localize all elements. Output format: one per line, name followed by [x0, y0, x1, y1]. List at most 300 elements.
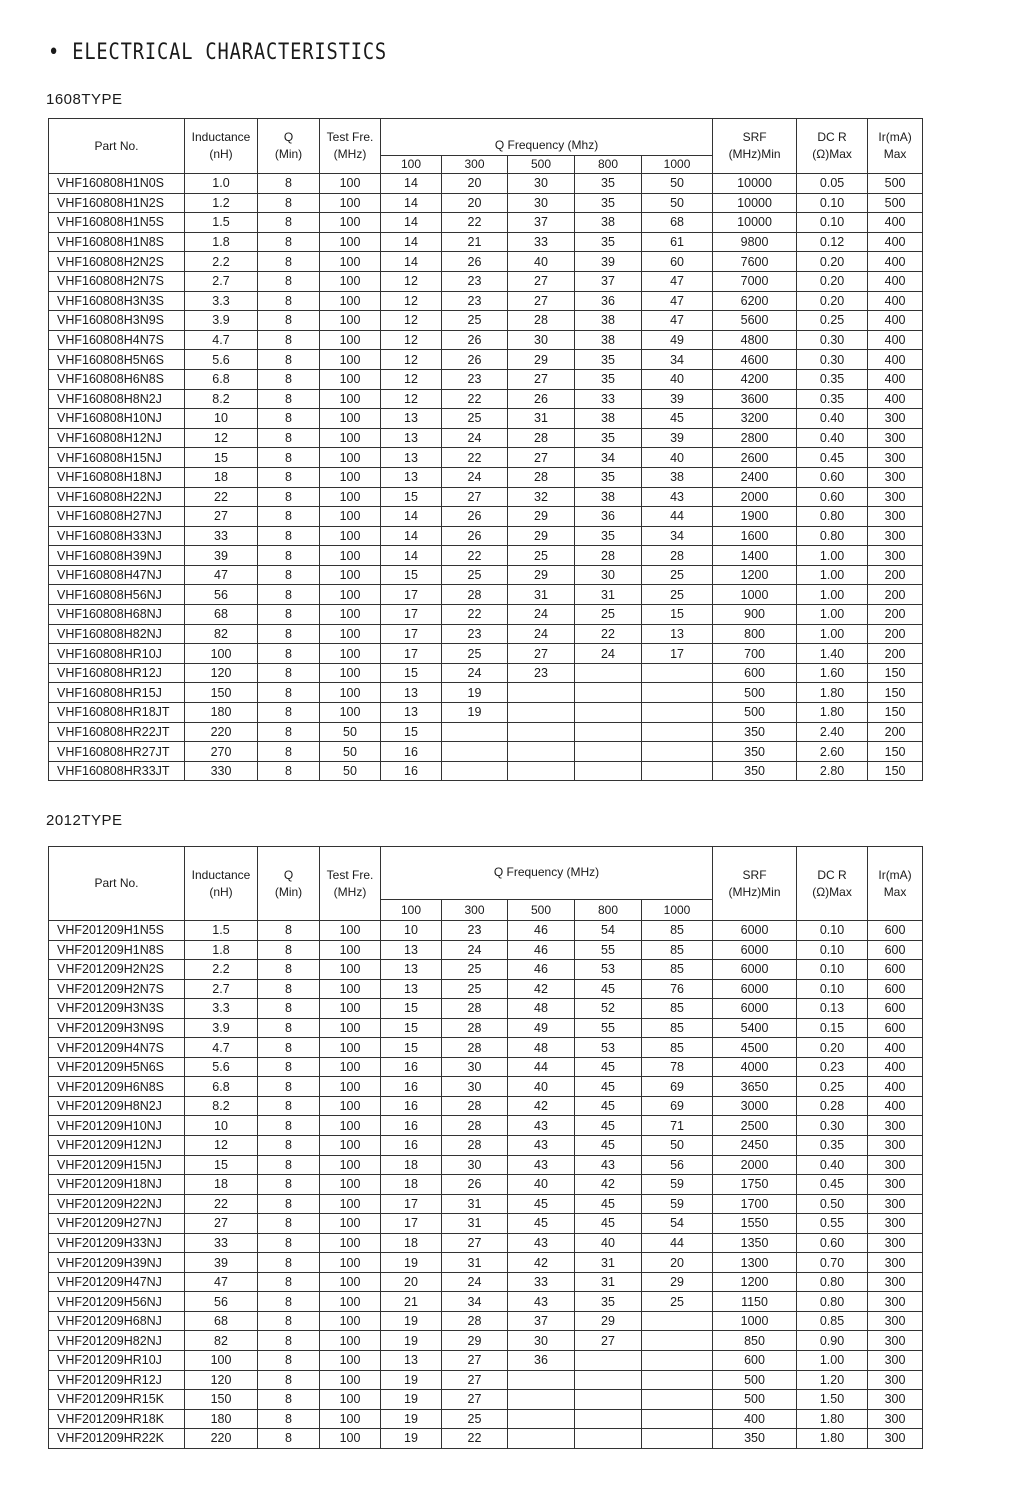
cell-test-fre: 100: [320, 960, 381, 980]
cell-q-100: 19: [381, 1253, 442, 1273]
cell-ir: 300: [868, 1390, 923, 1410]
cell-q-300: 28: [442, 1038, 508, 1058]
cell-part-no: VHF160808H27NJ: [49, 507, 185, 527]
cell-q-100: 12: [381, 311, 442, 331]
cell-q-1000: [642, 1429, 713, 1449]
cell-q-300: 30: [442, 1155, 508, 1175]
cell-q-800: 45: [575, 1214, 642, 1234]
cell-srf: 350: [713, 742, 797, 762]
cell-test-fre: 100: [320, 467, 381, 487]
cell-ir: 300: [868, 1311, 923, 1331]
cell-dcr: 1.80: [797, 703, 868, 723]
cell-test-fre: 100: [320, 999, 381, 1019]
cell-srf: 10000: [713, 193, 797, 213]
cell-dcr: 0.30: [797, 1116, 868, 1136]
cell-q-300: 28: [442, 1136, 508, 1156]
cell-q-800: 35: [575, 369, 642, 389]
cell-srf: 10000: [713, 174, 797, 194]
cell-inductance: 56: [185, 585, 258, 605]
cell-dcr: 0.10: [797, 960, 868, 980]
table-row: [49, 761, 923, 781]
cell-part-no: VHF160808HR10J: [49, 644, 185, 664]
cell-q-500: 43: [508, 1155, 575, 1175]
cell-q-300: 22: [442, 546, 508, 566]
cell-dcr: 0.28: [797, 1096, 868, 1116]
cell-ir: 400: [868, 350, 923, 370]
cell-q-800: 55: [575, 940, 642, 960]
ir-unit: Max: [883, 147, 907, 161]
cell-dcr: 0.45: [797, 448, 868, 468]
cell-q-800: 35: [575, 174, 642, 194]
cell-q-min: 8: [258, 979, 320, 999]
cell-part-no: VHF201209H27NJ: [49, 1214, 185, 1234]
srf-label: SRF: [742, 130, 767, 144]
cell-srf: 500: [713, 683, 797, 703]
test-fre-label: Test Fre.: [326, 867, 374, 882]
col-header-srf: [713, 119, 797, 174]
cell-q-min: 8: [258, 546, 320, 566]
col-header-inductance: [185, 847, 258, 921]
cell-q-800: [575, 1370, 642, 1390]
cell-ir: 300: [868, 448, 923, 468]
section-label-2012: 2012TYPE: [46, 812, 123, 829]
cell-inductance: 2.2: [185, 960, 258, 980]
cell-q-min: 8: [258, 1136, 320, 1156]
cell-q-800: 36: [575, 507, 642, 527]
dcr-unit: (Ω)Max: [812, 884, 852, 899]
table-row: [49, 252, 923, 272]
cell-ir: 600: [868, 999, 923, 1019]
cell-q-500: [508, 683, 575, 703]
cell-q-500: [508, 1409, 575, 1429]
table-row: [49, 703, 923, 723]
cell-part-no: VHF160808H1N2S: [49, 193, 185, 213]
cell-q-800: 38: [575, 311, 642, 331]
cell-part-no: VHF201209H3N3S: [49, 999, 185, 1019]
cell-q-min: 8: [258, 369, 320, 389]
cell-inductance: 56: [185, 1292, 258, 1312]
cell-test-fre: 100: [320, 1038, 381, 1058]
cell-part-no: VHF160808H2N7S: [49, 271, 185, 291]
cell-q-500: 28: [508, 467, 575, 487]
cell-q-300: 31: [442, 1214, 508, 1234]
cell-test-fre: 100: [320, 546, 381, 566]
cell-q-500: 30: [508, 1331, 575, 1351]
cell-srf: 350: [713, 722, 797, 742]
q-freq-col-1000: 1000: [642, 900, 713, 921]
cell-srf: 4000: [713, 1057, 797, 1077]
cell-q-1000: 47: [642, 311, 713, 331]
cell-q-300: 25: [442, 409, 508, 429]
cell-inductance: 39: [185, 546, 258, 566]
cell-dcr: 1.00: [797, 624, 868, 644]
cell-srf: 6000: [713, 940, 797, 960]
cell-q-min: 8: [258, 742, 320, 762]
cell-q-min: 8: [258, 1038, 320, 1058]
cell-q-800: 43: [575, 1155, 642, 1175]
table-row: [49, 1155, 923, 1175]
cell-q-500: [508, 722, 575, 742]
cell-q-500: 40: [508, 252, 575, 272]
cell-inductance: 82: [185, 624, 258, 644]
cell-srf: 2000: [713, 1155, 797, 1175]
cell-q-500: 45: [508, 1194, 575, 1214]
cell-test-fre: 100: [320, 428, 381, 448]
cell-dcr: 0.10: [797, 940, 868, 960]
cell-q-500: [508, 761, 575, 781]
ir-label: Ir(mA): [878, 130, 912, 144]
cell-q-1000: [642, 1370, 713, 1390]
cell-q-500: 37: [508, 1311, 575, 1331]
cell-dcr: 0.60: [797, 487, 868, 507]
cell-q-1000: 45: [642, 409, 713, 429]
table-row: [49, 1390, 923, 1410]
cell-inductance: 4.7: [185, 330, 258, 350]
cell-q-300: 30: [442, 1057, 508, 1077]
cell-q-800: 45: [575, 1077, 642, 1097]
cell-q-min: 8: [258, 232, 320, 252]
cell-q-800: 37: [575, 271, 642, 291]
cell-q-800: 35: [575, 467, 642, 487]
cell-q-100: 10: [381, 921, 442, 941]
cell-q-500: 29: [508, 565, 575, 585]
cell-test-fre: 100: [320, 703, 381, 723]
cell-ir: 400: [868, 311, 923, 331]
cell-srf: 600: [713, 663, 797, 683]
cell-dcr: 1.00: [797, 546, 868, 566]
cell-q-100: 13: [381, 448, 442, 468]
inductance-unit: (nH): [209, 147, 233, 161]
cell-inductance: 47: [185, 1272, 258, 1292]
cell-dcr: 0.90: [797, 1331, 868, 1351]
cell-test-fre: 100: [320, 1409, 381, 1429]
cell-inductance: 47: [185, 565, 258, 585]
cell-dcr: 0.13: [797, 999, 868, 1019]
cell-q-min: 8: [258, 428, 320, 448]
cell-q-1000: 85: [642, 999, 713, 1019]
table-row: [49, 389, 923, 409]
cell-dcr: 0.80: [797, 1272, 868, 1292]
cell-q-1000: 43: [642, 487, 713, 507]
cell-part-no: VHF201209H3N9S: [49, 1018, 185, 1038]
cell-ir: 300: [868, 467, 923, 487]
cell-q-500: 27: [508, 271, 575, 291]
cell-inductance: 150: [185, 1390, 258, 1410]
cell-ir: 300: [868, 409, 923, 429]
cell-test-fre: 100: [320, 389, 381, 409]
table-row: [49, 1272, 923, 1292]
cell-q-1000: 28: [642, 546, 713, 566]
cell-srf: 500: [713, 1370, 797, 1390]
cell-srf: 2000: [713, 487, 797, 507]
cell-q-min: 8: [258, 526, 320, 546]
cell-q-min: 8: [258, 703, 320, 723]
cell-q-500: 43: [508, 1116, 575, 1136]
cell-q-500: 27: [508, 448, 575, 468]
cell-test-fre: 100: [320, 291, 381, 311]
table-row: [49, 1175, 923, 1195]
cell-q-1000: [642, 761, 713, 781]
cell-inductance: 33: [185, 1233, 258, 1253]
cell-test-fre: 100: [320, 1214, 381, 1234]
cell-test-fre: 100: [320, 1311, 381, 1331]
cell-dcr: 0.12: [797, 232, 868, 252]
cell-q-800: 35: [575, 428, 642, 448]
cell-ir: 600: [868, 921, 923, 941]
cell-q-1000: 25: [642, 1292, 713, 1312]
cell-inductance: 3.9: [185, 1018, 258, 1038]
table-row: [49, 448, 923, 468]
cell-inductance: 68: [185, 1311, 258, 1331]
col-header-test-fre: [320, 119, 381, 174]
cell-dcr: 0.20: [797, 271, 868, 291]
cell-test-fre: 100: [320, 565, 381, 585]
cell-q-100: 18: [381, 1155, 442, 1175]
cell-q-300: 22: [442, 389, 508, 409]
cell-ir: 200: [868, 624, 923, 644]
cell-test-fre: 100: [320, 1018, 381, 1038]
cell-q-100: 16: [381, 761, 442, 781]
cell-q-min: 8: [258, 1077, 320, 1097]
cell-dcr: 0.20: [797, 1038, 868, 1058]
cell-ir: 200: [868, 722, 923, 742]
cell-q-800: 24: [575, 644, 642, 664]
cell-inductance: 15: [185, 1155, 258, 1175]
table-row: [49, 683, 923, 703]
cell-srf: 3650: [713, 1077, 797, 1097]
cell-srf: 3200: [713, 409, 797, 429]
cell-q-500: [508, 703, 575, 723]
cell-q-1000: 85: [642, 940, 713, 960]
cell-part-no: VHF160808H3N9S: [49, 311, 185, 331]
cell-q-1000: [642, 1409, 713, 1429]
cell-part-no: VHF201209HR12J: [49, 1370, 185, 1390]
cell-q-500: 29: [508, 350, 575, 370]
cell-srf: 2400: [713, 467, 797, 487]
table-row: [49, 409, 923, 429]
cell-ir: 300: [868, 1194, 923, 1214]
cell-q-500: 43: [508, 1136, 575, 1156]
cell-part-no: VHF160808H33NJ: [49, 526, 185, 546]
cell-q-800: 35: [575, 526, 642, 546]
cell-dcr: 1.00: [797, 565, 868, 585]
cell-q-100: 13: [381, 467, 442, 487]
inductance-label: Inductance: [191, 867, 251, 882]
cell-inductance: 82: [185, 1331, 258, 1351]
cell-srf: 1300: [713, 1253, 797, 1273]
cell-q-500: 24: [508, 624, 575, 644]
cell-inductance: 4.7: [185, 1038, 258, 1058]
table-row: [49, 1038, 923, 1058]
cell-q-1000: 38: [642, 467, 713, 487]
cell-q-min: 8: [258, 565, 320, 585]
cell-q-800: 45: [575, 1116, 642, 1136]
q-freq-col-1000: 1000: [642, 156, 713, 174]
cell-test-fre: 100: [320, 921, 381, 941]
cell-inductance: 220: [185, 1429, 258, 1449]
cell-inductance: 5.6: [185, 350, 258, 370]
table-row: [49, 663, 923, 683]
q-freq-col-100: 100: [381, 156, 442, 174]
cell-inductance: 120: [185, 663, 258, 683]
cell-q-500: 24: [508, 605, 575, 625]
cell-test-fre: 100: [320, 644, 381, 664]
cell-q-500: 27: [508, 369, 575, 389]
cell-q-800: 27: [575, 1331, 642, 1351]
table-row: [49, 213, 923, 233]
cell-part-no: VHF160808H10NJ: [49, 409, 185, 429]
cell-q-800: 40: [575, 1233, 642, 1253]
cell-q-min: 8: [258, 1370, 320, 1390]
cell-q-800: 45: [575, 1096, 642, 1116]
cell-q-100: 17: [381, 1214, 442, 1234]
cell-dcr: 0.30: [797, 330, 868, 350]
cell-q-300: 24: [442, 467, 508, 487]
cell-q-min: 8: [258, 585, 320, 605]
col-header-q: [258, 847, 320, 921]
cell-q-min: 8: [258, 193, 320, 213]
cell-q-100: 15: [381, 722, 442, 742]
cell-q-500: [508, 1370, 575, 1390]
spec-table-1608: [48, 118, 923, 781]
cell-q-800: [575, 683, 642, 703]
cell-srf: 1200: [713, 565, 797, 585]
cell-q-300: 26: [442, 350, 508, 370]
cell-q-1000: 34: [642, 526, 713, 546]
table-row: [49, 1233, 923, 1253]
cell-dcr: 1.80: [797, 1429, 868, 1449]
cell-q-min: 8: [258, 1018, 320, 1038]
cell-srf: 6000: [713, 921, 797, 941]
cell-q-300: 24: [442, 940, 508, 960]
cell-inductance: 39: [185, 1253, 258, 1273]
cell-inductance: 18: [185, 1175, 258, 1195]
cell-q-100: 15: [381, 1038, 442, 1058]
cell-srf: 850: [713, 1331, 797, 1351]
cell-q-500: 30: [508, 193, 575, 213]
table-row: [49, 350, 923, 370]
cell-q-100: 18: [381, 1233, 442, 1253]
cell-part-no: VHF201209H6N8S: [49, 1077, 185, 1097]
cell-inductance: 1.8: [185, 232, 258, 252]
cell-test-fre: 100: [320, 271, 381, 291]
cell-ir: 300: [868, 1214, 923, 1234]
cell-q-800: 35: [575, 350, 642, 370]
cell-q-100: 13: [381, 409, 442, 429]
table-row: [49, 742, 923, 762]
cell-srf: 6000: [713, 979, 797, 999]
cell-q-100: 15: [381, 663, 442, 683]
cell-q-1000: 29: [642, 1272, 713, 1292]
cell-q-300: 22: [442, 448, 508, 468]
cell-part-no: VHF160808H56NJ: [49, 585, 185, 605]
cell-q-800: 52: [575, 999, 642, 1019]
table-row: [49, 1429, 923, 1449]
cell-srf: 9800: [713, 232, 797, 252]
cell-inductance: 8.2: [185, 389, 258, 409]
cell-q-300: 26: [442, 1175, 508, 1195]
cell-q-min: 8: [258, 389, 320, 409]
cell-q-300: 25: [442, 644, 508, 664]
cell-q-800: [575, 1429, 642, 1449]
cell-ir: 400: [868, 1057, 923, 1077]
cell-part-no: VHF201209H82NJ: [49, 1331, 185, 1351]
cell-test-fre: 100: [320, 1096, 381, 1116]
cell-q-1000: 85: [642, 960, 713, 980]
cell-q-300: 31: [442, 1253, 508, 1273]
cell-ir: 400: [868, 389, 923, 409]
table-row: [49, 546, 923, 566]
cell-ir: 150: [868, 663, 923, 683]
cell-q-800: 39: [575, 252, 642, 272]
cell-inductance: 27: [185, 1214, 258, 1234]
cell-q-300: 23: [442, 369, 508, 389]
cell-test-fre: 100: [320, 526, 381, 546]
cell-part-no: VHF160808HR18JT: [49, 703, 185, 723]
cell-part-no: VHF201209H56NJ: [49, 1292, 185, 1312]
cell-q-100: 19: [381, 1311, 442, 1331]
cell-q-100: 15: [381, 565, 442, 585]
cell-q-800: 29: [575, 1311, 642, 1331]
cell-q-500: 27: [508, 291, 575, 311]
cell-dcr: 0.10: [797, 213, 868, 233]
cell-q-min: 8: [258, 213, 320, 233]
cell-q-500: 49: [508, 1018, 575, 1038]
cell-q-500: 42: [508, 1096, 575, 1116]
cell-srf: 1350: [713, 1233, 797, 1253]
cell-inductance: 15: [185, 448, 258, 468]
cell-q-1000: 59: [642, 1194, 713, 1214]
cell-inductance: 6.8: [185, 369, 258, 389]
table-row: [49, 1331, 923, 1351]
cell-q-min: 8: [258, 1155, 320, 1175]
cell-q-1000: 85: [642, 921, 713, 941]
cell-q-800: 31: [575, 585, 642, 605]
cell-q-min: 8: [258, 311, 320, 331]
cell-q-800: 33: [575, 389, 642, 409]
cell-dcr: 1.40: [797, 644, 868, 664]
cell-q-1000: 61: [642, 232, 713, 252]
cell-dcr: 0.15: [797, 1018, 868, 1038]
cell-q-min: 8: [258, 1175, 320, 1195]
cell-q-500: 28: [508, 311, 575, 331]
cell-inductance: 3.9: [185, 311, 258, 331]
cell-q-300: 28: [442, 999, 508, 1019]
cell-dcr: 0.60: [797, 1233, 868, 1253]
table-row: [49, 722, 923, 742]
cell-ir: 150: [868, 683, 923, 703]
cell-q-1000: 40: [642, 369, 713, 389]
cell-q-100: 19: [381, 1429, 442, 1449]
q-freq-col-500: 500: [508, 156, 575, 174]
cell-q-min: 8: [258, 624, 320, 644]
cell-q-500: 37: [508, 213, 575, 233]
cell-q-1000: [642, 722, 713, 742]
col-header-inductance: [185, 119, 258, 174]
cell-q-800: 35: [575, 193, 642, 213]
cell-q-min: 8: [258, 960, 320, 980]
cell-test-fre: 100: [320, 1292, 381, 1312]
table-row: [49, 193, 923, 213]
cell-q-100: 12: [381, 389, 442, 409]
cell-q-1000: 47: [642, 271, 713, 291]
cell-q-min: 8: [258, 1292, 320, 1312]
cell-q-100: 20: [381, 1272, 442, 1292]
cell-ir: 300: [868, 1233, 923, 1253]
cell-q-1000: [642, 1311, 713, 1331]
cell-q-100: 18: [381, 1175, 442, 1195]
cell-srf: 800: [713, 624, 797, 644]
